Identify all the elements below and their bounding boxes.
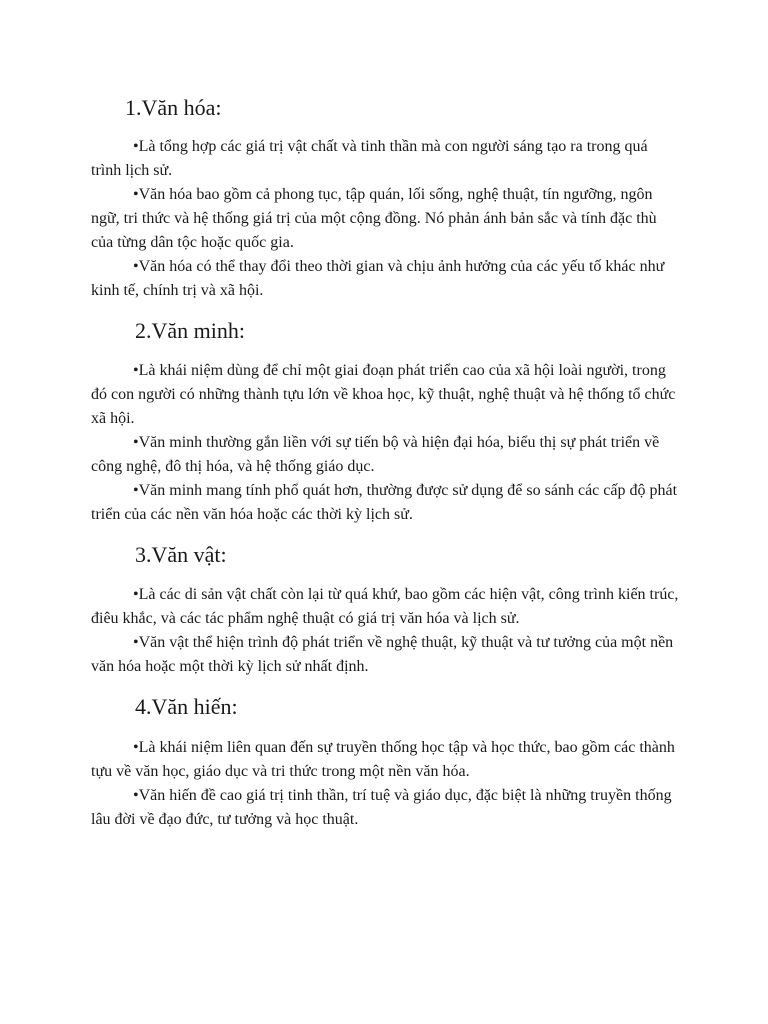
- section-body: [91, 359, 681, 527]
- section-heading: 3.Văn vật:: [135, 542, 227, 567]
- paragraph: •Văn hiến đề cao giá trị tinh thần, trí tuệ và giáo dục, đặc biệt là những truyền thống lâu đời về đạo đức, tư tưởng và học thuật.: [91, 787, 672, 828]
- section-van-hoa: [91, 95, 681, 299]
- paragraph: •Văn vật thể hiện trình độ phát triển về nghệ thuật, kỹ thuật và tư tưởng của một nền văn hóa hoặc một thời kỳ lịch sử nhất định.: [91, 634, 674, 675]
- section-body: [91, 583, 681, 679]
- paragraph: •Văn minh thường gắn liền với sự tiến bộ và hiện đại hóa, biểu thị sự phát triển về công nghệ, đô thị hóa, và hệ thống giáo dục.: [91, 434, 660, 475]
- section-body: [91, 736, 681, 832]
- section-body: [91, 135, 681, 303]
- paragraph: •Là các di sản vật chất còn lại từ quá khứ, bao gồm các hiện vật, công trình kiến trúc, điêu khắc, và các tác phẩm nghệ thuật có giá trị văn hóa và lịch sử.: [91, 586, 679, 627]
- section-heading: 2.Văn minh:: [135, 318, 245, 343]
- section-van-hien: [91, 694, 681, 828]
- paragraph: •Là tổng hợp các giá trị vật chất và tinh thần mà con người sáng tạo ra trong quá trình lịch sử.: [91, 138, 648, 179]
- section-van-minh: [91, 318, 681, 523]
- paragraph: •Là khái niệm liên quan đến sự truyền thống học tập và học thức, bao gồm các thành tựu về văn học, giáo dục và tri thức trong một nền văn hóa.: [91, 739, 675, 780]
- section-van-vat: [91, 542, 681, 675]
- paragraph: •Là khái niệm dùng để chỉ một giai đoạn phát triển cao của xã hội loài người, trong đó con người có những thành tựu lớn về khoa học, kỹ thuật, nghệ thuật và hệ thống tổ chức xã hội.: [91, 362, 676, 427]
- paragraph: •Văn minh mang tính phổ quát hơn, thường được sử dụng để so sánh các cấp độ phát triển của các nền văn hóa hoặc các thời kỳ lịch sử.: [91, 482, 678, 523]
- paragraph: •Văn hóa có thể thay đổi theo thời gian và chịu ảnh hưởng của các yếu tố khác như kinh tế, chính trị và xã hội.: [91, 258, 665, 299]
- paragraph: •Văn hóa bao gồm cả phong tục, tập quán, lối sống, nghệ thuật, tín ngưỡng, ngôn ngữ, tri thức và hệ thống giá trị của một cộng đồng. Nó phản ánh bản sắc và tính đặc thù của từng dân tộc hoặc quốc gia.: [91, 186, 657, 251]
- section-heading: 4.Văn hiến:: [135, 694, 238, 719]
- section-heading: 1.Văn hóa:: [125, 95, 222, 120]
